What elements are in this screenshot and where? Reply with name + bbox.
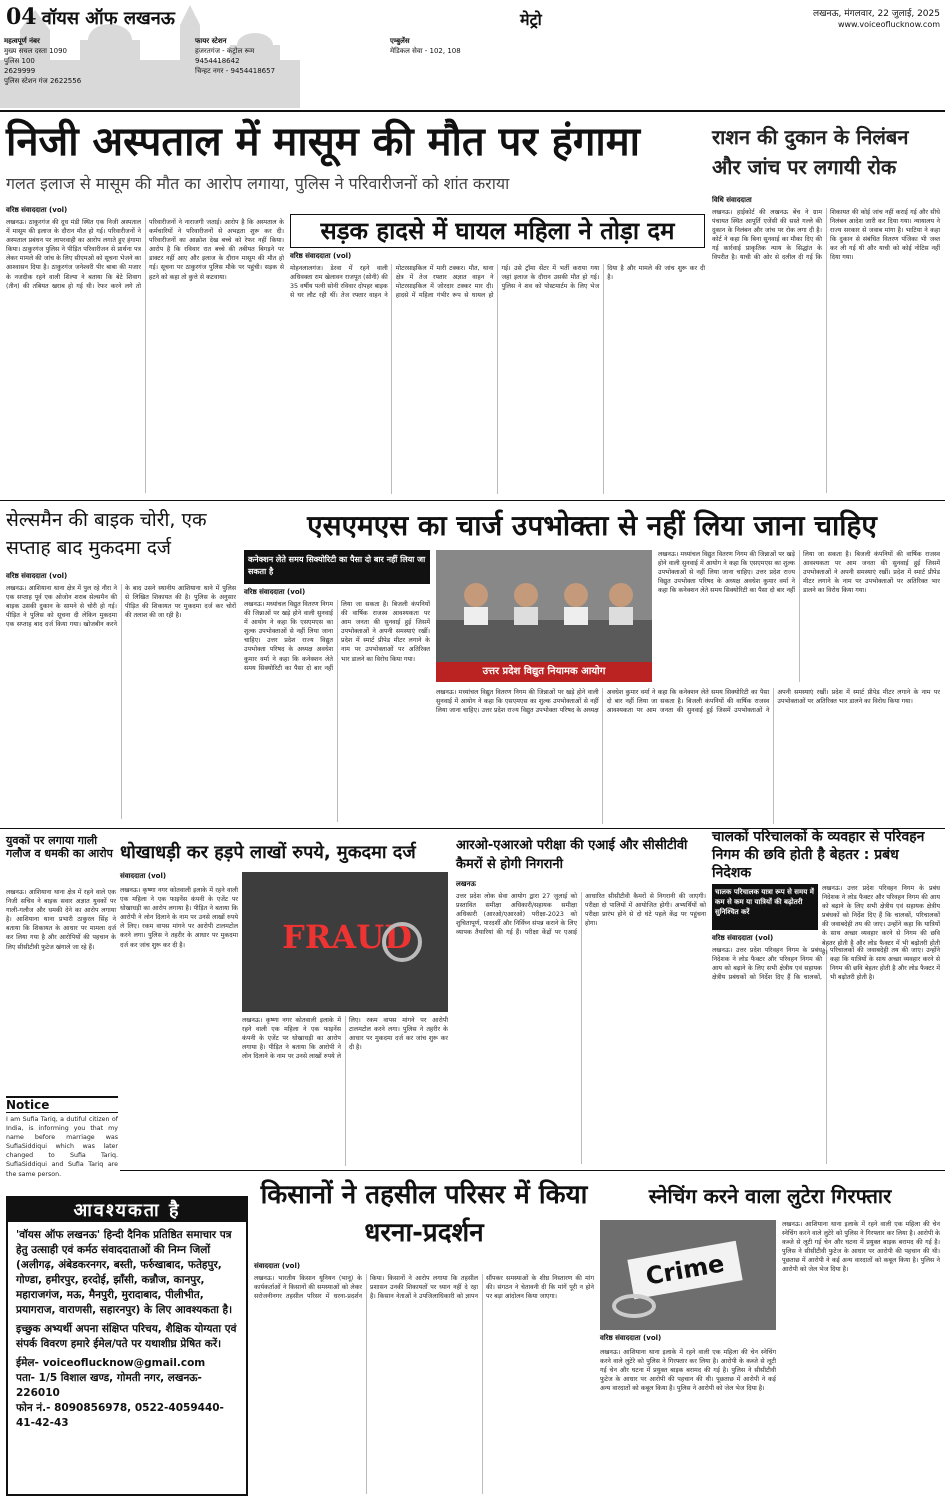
classified-body: 'वॉयस ऑफ लखनऊ' हिन्दी दैनिक प्रतिष्ठित समाचार पत्र हेतु उत्साही एवं कर्मठ संवाददाताओं की निम्न जिलों (अलीगढ़, अंबेडकरनगर, बस्ती, फर्रुखाबाद, फतेहपुर, गोण्डा, हमीरपुर, हरदोई, झाँसी, कन्नौज, कानपुर, महाराजगंज, मऊ, मैनपुरी, मुरादाबाद, पीलीभीत, प्रयागराज, वाराणसी, सहारनपुर) के लिए आवश्यकता है।: [16, 1229, 233, 1316]
important-numbers: [4, 36, 104, 106]
section-label: मेट्रो: [520, 10, 542, 29]
classified-ad: [6, 1196, 248, 1496]
crime-image-text: Crime: [627, 1241, 742, 1299]
fraud-byline: संवाददाता (vol): [120, 872, 167, 880]
ambulance: [390, 36, 510, 76]
classified-apply: इच्छुक अभ्यर्थी अपना संक्षिप्त परिचय, शैक्षिक योग्यता एवं संपर्क विवरण हमारे ईमेल/पते पर यथाशीघ्र प्रेषित करें।: [16, 1323, 237, 1350]
snatcher-body-continued: लखनऊ। आशियाना थाना इलाके में रहने वाली एक महिला की चेन स्नेचिंग करने वाले लुटेरे को पुलिस ने गिरफ्तार कर लिया है। आरोपी के कब्जे से लूटी गई चेन और घटना में प्रयुक्त बाइक बरामद की गई है। पुलिस ने सीसीटीवी फुटेज के आधार पर आरोपी की पहचान की थी। पूछताछ में आरोपी ने कई अन्य वारदातों को कबूल किया है। पुलिस ने आरोपी को जेल भेज दिया है।: [782, 1221, 940, 1274]
ration-headline: राशन की दुकान के निलंबन और जांच पर लगायी रोक: [712, 125, 909, 179]
classified-title: आवश्यकता है: [8, 1198, 246, 1222]
lead-subhead: गलत इलाज से मासूम की मौत का आरोप लगाया, पुलिस ने परिवारीजनों को शांत कराया: [6, 174, 510, 193]
classified-email: ईमेल- voiceoflucknow@gmail.com: [16, 1357, 206, 1369]
contact-row: मुख्य सचल दस्ता 1090: [4, 47, 67, 55]
bike-theft-body: लखनऊ। आशियाना थाना क्षेत्र में पुल रहे नौरा ने एक सप्ताह पूर्व एक ओजोन शराब सेल्समैन की बाइक उसकी दुकान के सामने से चोरी हो गई। पीड़ित ने पुलिस को सूचना दी लेकिन मुकदमा एक सप्ताह बाद दर्ज किया गया। खोजबीन करने के बाद उसने स्थानीय आशियाना थाने में पुलिस से लिखित शिकायत की है। पुलिस के अनुसार पीड़ित की शिकायत पर मुकदमा दर्ज कर चोरों की तलाश की जा रही है।: [6, 585, 236, 629]
snatcher-headline: स्नेचिंग करने वाला लुटेरा गिरफ्तार: [648, 1184, 892, 1208]
transport-byline: वरिष्ठ संवाददाता (vol): [712, 934, 774, 942]
contact-row: मेडिकल सेवा - 102, 108: [390, 47, 461, 55]
youth-headline: युवकों पर लगाया गाली गलौज व धमकी का आरोप: [6, 834, 113, 860]
sms-body: लखनऊ। मध्यांचल विद्युत वितरण निगम की जिन्नाओं पर खड़े होने वाली सुनवाई में आयोग ने कहा कि एसएमएस का शुल्क उपभोक्ताओं से नहीं लिया जाना चाहिए। उत्तर प्रदेश राज्य विद्युत उपभोक्ता परिषद के अध्यक्ष अवधेश कुमार वर्मा ने कहा कि कनेक्शन लेते समय सिक्योरिटी का पैसा दो बार नहीं लिया जा सकता है। बिजली कंपनियों की वार्षिक राजस्व आवश्यकता पर आम जनता की सुनवाई हुई जिसमें उपभोक्ताओं ने अपनी समस्याएं रखीं। प्रदेश में स्मार्ट प्रीपेड मीटर लगाने के नाम पर उपभोक्ताओं पर अतिरिक्त भार डालने का विरोध किया गया।: [244, 601, 430, 672]
fraud-body: लखनऊ। कृष्णा नगर कोतवाली इलाके में रहने वाली एक महिला ने एक फाइनेंस कंपनी के एजेंट पर धोखाधड़ी का आरोप लगाया है। पीड़ित ने बताया कि आरोपी ने लोन दिलाने के नाम पर उनसे लाखों रुपये ले लिए। रकम वापस मांगने पर आरोपी टालमटोल करने लगा। पुलिस ने तहरीर के आधार पर मुकदमा दर्ज कर जांच शुरू कर दी है।: [120, 887, 238, 949]
masthead: [0, 0, 945, 110]
important-label: महत्वपूर्ण नंबर: [4, 37, 40, 45]
notice: [6, 1096, 118, 1192]
farmers-byline: संवाददाता (vol): [254, 1262, 301, 1270]
handcuffs-icon: [612, 1294, 656, 1318]
sms-headline: एसएमएस का चार्ज उपभोक्ता से नहीं लिया जाना चाहिए: [307, 509, 877, 542]
accident-byline: वरिष्ठ संवाददाता (vol): [290, 252, 352, 260]
ration-byline: विधि संवाददाता: [712, 196, 752, 204]
sms-byline: वरिष्ठ संवाददाता (vol): [244, 588, 306, 596]
youth-body: लखनऊ। आशियाना थाना क्षेत्र में रहने वाले एक निजी सचिव ने बाइक सवार अज्ञात युवकों पर गाली-गलौज और धमकी देने का आरोप लगाया है। आशियाना थाना प्रभारी ठाकुरल सिंह ने बताया कि शिकायत के आधार पर मामला दर्ज कर लिया गया है और आरोपियों की पहचान के लिए सीसीटीवी फुटेज खंगाले जा रहे हैं।: [6, 889, 116, 951]
exam-byline: लखनऊ: [456, 880, 476, 888]
classified-address: पता- 1/5 विशाल खण्ड, गोमती नगर, लखनऊ- 226010: [16, 1372, 202, 1399]
lead-body: लखनऊ। ठाकुरगंज की दूध मंडी स्थित एक निजी अस्पताल में मासूम की इलाज के दौरान मौत हो गई। परिवारीजनों ने अस्पताल प्रबंधन पर लापरवाही का आरोप लगाते हुए हंगामा किया। ठाकुरगंज पुलिस ने पीड़ित परिवारीजन से प्रार्थना पत्र लेकर मामले की जांच के लिए सीएमओ को सूचना भेजने का आश्वासन दिया है। ठाकुरगंज जनेश्वरी पीर बाबा की मजार के नजदीक रहने वाली शिल्पा ने बताया कि बेटे शिवाग (तीन) की तबियत खराब हो गई थी। रेफर करने लगे तो परिवारीजनों ने नाराजगी जताई। आरोप है कि अस्पताल के कर्मचारियों ने परिवारीजनों से अभद्रता शुरू कर दी। परिवारीजनों का आक्रोश देख बच्चे को रेफर नहीं किया। आरोप है कि रविवार रात बच्चे की तबीयत बिगड़ने पर डाक्टर नहीं आए और इलाज के दौरान मासूम की मौत हो गई। सूचना पर ठाकुरगंज पुलिस मौके पर पहुंची। सड़क से हटने को कहा तो कुत्ते से कटवाया।: [6, 219, 284, 290]
accident-body: मोहनलालगंज। डेरवा में रहने वाली अधिवक्ता राम खेलावन राजपूत (सोनी) की 35 वर्षीय पत्नी सोनी रविवार दोपहर बाइक से घर लौट रही थीं। तेज रफ्तार वाहन ने मोटरसाइकिल में मारी टक्कर। मौत, थाना क्षेत्र में तेज रफ्तार अज्ञात वाहन ने मोटरसाइकिल में जोरदार टक्कर मार दी। हादसे में महिला गंभीर रूप से घायल हो गई। उसे ट्रॉमा सेंटर में भर्ती कराया गया जहां इलाज के दौरान उसकी मौत हो गई। पुलिस ने शव को पोस्टमार्टम के लिए भेज दिया है और मामले की जांच शुरू कर दी है।: [290, 265, 705, 300]
transport-body-top: लखनऊ। उत्तर प्रदेश परिवहन निगम के प्रबंध निदेशक ने लोड फैक्टर और परिवहन निगम की आय को बढ़ाने के लिए सभी क्षेत्रीय एवं सहायक क्षेत्रीय प्रबंधकों को निर्देश दिए हैं कि चालकों, परिचालकों की जवाबदेही तय की जाए। उन्होंने कहा कि यात्रियों के साथ अच्छा व्यवहार करने से निगम की छवि बेहतर होती है और लोड फैक्टर में भी बढ़ोतरी होती है।: [822, 885, 940, 956]
notice-title: Notice: [6, 1096, 118, 1113]
website: www.voiceoflucknow.com: [837, 20, 940, 29]
transport-callout-box: चालक परिचालक यात्रा रूप से समय में कम से कम या यात्रियों की बढ़ोतरी सुनिश्चित करें: [712, 884, 818, 930]
sms-body-side: लखनऊ। मध्यांचल विद्युत वितरण निगम की जिन्नाओं पर खड़े होने वाली सुनवाई में आयोग ने कहा कि एसएमएस का शुल्क उपभोक्ताओं से नहीं लिया जाना चाहिए। उत्तर प्रदेश राज्य विद्युत उपभोक्ता परिषद के अध्यक्ष अवधेश कुमार वर्मा ने कहा कि कनेक्शन लेते समय सिक्योरिटी का पैसा दो बार नहीं लिया जा सकता है। बिजली कंपनियों की वार्षिक राजस्व आवश्यकता पर आम जनता की सुनवाई हुई जिसमें उपभोक्ताओं ने अपनी समस्याएं रखीं। प्रदेश में स्मार्ट प्रीपेड मीटर लगाने के नाम पर उपभोक्ताओं पर अतिरिक्त भार डालने का विरोध किया गया।: [658, 551, 940, 595]
sms-photo-banner: उत्तर प्रदेश विद्युत नियामक आयोग: [436, 662, 652, 682]
sms-body-continued: लखनऊ। मध्यांचल विद्युत वितरण निगम की जिन्नाओं पर खड़े होने वाली सुनवाई में आयोग ने कहा कि एसएमएस का शुल्क उपभोक्ताओं से नहीं लिया जाना चाहिए। उत्तर प्रदेश राज्य विद्युत उपभोक्ता परिषद के अध्यक्ष अवधेश कुमार वर्मा ने कहा कि कनेक्शन लेते समय सिक्योरिटी का पैसा दो बार नहीं लिया जा सकता है। बिजली कंपनियों की वार्षिक राजस्व आवश्यकता पर आम जनता की सुनवाई हुई जिसमें उपभोक्ताओं ने अपनी समस्याएं रखीं। प्रदेश में स्मार्ट प्रीपेड मीटर लगाने के नाम पर उपभोक्ताओं पर अतिरिक्त भार डालने का विरोध किया गया।: [436, 689, 940, 715]
exam-body: उत्तर प्रदेश लोक सेवा आयोग द्वारा 27 जुलाई को प्रस्तावित समीक्षा अधिकारी/सहायक समीक्षा अधिकारी (आरओ/एआरओ) परीक्षा-2023 को शुचितापूर्ण, पारदर्शी और निर्विघ्न संपन्न कराने के लिए व्यापक तैयारियां की गई हैं। परीक्षा केंद्रों पर एआई आधारित सीसीटीवी कैमरों से निगरानी की जाएगी। परीक्षा दो पालियों में आयोजित होगी। अभ्यर्थियों को परीक्षा प्रारंभ होने से दो घंटे पहले केंद्र पर पहुंचना होगा।: [456, 893, 706, 937]
people-at-table-image: [436, 550, 652, 662]
transport-body: लखनऊ। उत्तर प्रदेश परिवहन निगम के प्रबंध निदेशक ने लोड फैक्टर और परिवहन निगम की आय को बढ़ाने के लिए सभी क्षेत्रीय एवं सहायक क्षेत्रीय प्रबंधकों को निर्देश दिए हैं कि चालकों, परिचालकों की जवाबदेही तय की जाए। उन्होंने कहा कि यात्रियों के साथ अच्छा व्यवहार करने से निगम की छवि बेहतर होती है और लोड फैक्टर में भी बढ़ोतरी होती है।: [712, 947, 940, 982]
transport-headline: चालकों परिचालकों के व्यवहार से परिवहन निगम की छवि होती है बेहतर : प्रबंध निदेशक: [712, 829, 925, 881]
lead-byline: वरिष्ठ संवाददाता (vol): [6, 206, 68, 214]
ration-body: लखनऊ। हाईकोर्ट की लखनऊ बेंच ने ग्राम पंचायत स्थित आपूर्ति एजेंसी की सस्ते गल्ले की दुकान के निलंबन और जांच पर रोक लगा दी है। कोर्ट ने कहा कि बिना सुनवाई का मौका दिए की गई कार्रवाई प्राकृतिक न्याय के सिद्धांत के विपरीत है। याची की ओर से दलील दी गई कि शिकायत की कोई जांच नहीं कराई गई और सीधे निलंबन आदेश जारी कर दिया गया। न्यायालय ने राज्य सरकार से जवाब मांगा है। भाटिया ने कहा कि दुकान से संबंधित वितरण पंजिका भी जब्त कर ली गई थी और याची को कोई नोटिस नहीं दिया गया।: [712, 209, 940, 262]
magnifier-icon: [382, 922, 422, 962]
page-number: 04: [6, 4, 37, 30]
contact-row: पुलिस 100: [4, 57, 35, 65]
exam-headline: आरओ-एआरओ परीक्षा की एआई और सीसीटीवी कैमरों से होगी निगरानी: [456, 838, 688, 872]
bike-theft-byline: वरिष्ठ संवाददाता (vol): [6, 572, 68, 580]
sms-callout-box: कनेक्शन लेते समय सिक्योरिटी का पैसा दो बार नहीं लिया जा सकता है: [244, 550, 430, 584]
accident-headline: सड़क हादसे में घायल महिला ने तोड़ा दम: [290, 214, 705, 248]
fraud-headline: धोखाधड़ी कर हड़पे लाखों रुपये, मुकदमा दर्ज: [120, 842, 416, 863]
fraud-image-text: FRAUD: [282, 918, 412, 956]
notice-body: I am Sufia Tariq, a dutiful citizen of India, is informing you that my name before marriage was SufiaSiddiqui which was later changed to Sufia Tariq. SufiaSiddiqui and Sufia Tariq are the same person.: [6, 1116, 118, 1178]
contact-row: 9454418642: [195, 57, 240, 65]
fraud-image: [242, 872, 448, 1012]
classified-phone: फोन नं.- 8090856978, 0522-4059440-41-42-43: [16, 1402, 224, 1429]
lead-headline: निजी अस्पताल में मासूम की मौत पर हंगामा: [6, 119, 640, 165]
snatcher-byline: वरिष्ठ संवाददाता (vol): [600, 1334, 662, 1342]
contact-row: 2629999: [4, 67, 36, 75]
fire-label: फायर स्टेशन: [195, 37, 227, 45]
contact-row: हजरतगंज - कंट्रोल रूम: [195, 47, 255, 55]
bike-theft-headline: सेल्समैन की बाइक चोरी, एक सप्ताह बाद मुकदमा दर्ज: [6, 509, 207, 559]
snatcher-body: लखनऊ। आशियाना थाना इलाके में रहने वाली एक महिला की चेन स्नेचिंग करने वाले लुटेरे को पुलिस ने गिरफ्तार कर लिया है। आरोपी के कब्जे से लूटी गई चेन और घटना में प्रयुक्त बाइक बरामद की गई है। पुलिस ने सीसीटीवी फुटेज के आधार पर आरोपी की पहचान की थी। पूछताछ में आरोपी ने कई अन्य वारदातों को कबूल किया है। पुलिस ने आरोपी को जेल भेज दिया है।: [600, 1349, 776, 1393]
farmers-headline: किसानों ने तहसील परिसर में किया धरना-प्रदर्शन: [260, 1180, 588, 1248]
fire-station: [195, 36, 335, 96]
paper-name: वॉयस ऑफ लखनऊ: [41, 8, 175, 29]
sms-photo: [436, 550, 652, 682]
farmers-body: लखनऊ। भारतीय किसान यूनियन (भानू) के कार्यकर्ताओं ने किसानों की समस्याओं को लेकर सरोजनीनगर तहसील परिसर में धरना-प्रदर्शन किया। किसानों ने आरोप लगाया कि तहसील प्रशासन उनकी शिकायतों पर ध्यान नहीं दे रहा है। किसान नेताओं ने उपजिलाधिकारी को ज्ञापन सौंपकर समस्याओं के शीघ्र निस्तारण की मांग की। संगठन ने चेतावनी दी कि मांगें पूरी न होने पर बड़ा आंदोलन किया जाएगा।: [254, 1275, 594, 1301]
date-line: लखनऊ, मंगलवार, 22 जुलाई, 2025: [812, 9, 940, 19]
contact-row: चिन्हट नगर - 9454418657: [195, 67, 276, 75]
crime-image: [600, 1220, 776, 1330]
contact-row: पुलिस स्टेशन गंज 2622556: [4, 77, 82, 85]
ambulance-label: एम्बुलेंस: [390, 37, 410, 45]
fraud-body-continued: लखनऊ। कृष्णा नगर कोतवाली इलाके में रहने वाली एक महिला ने एक फाइनेंस कंपनी के एजेंट पर धोखाधड़ी का आरोप लगाया है। पीड़ित ने बताया कि आरोपी ने लोन दिलाने के नाम पर उनसे लाखों रुपये ले लिए। रकम वापस मांगने पर आरोपी टालमटोल करने लगा। पुलिस ने तहरीर के आधार पर मुकदमा दर्ज कर जांच शुरू कर दी है।: [242, 1017, 448, 1061]
